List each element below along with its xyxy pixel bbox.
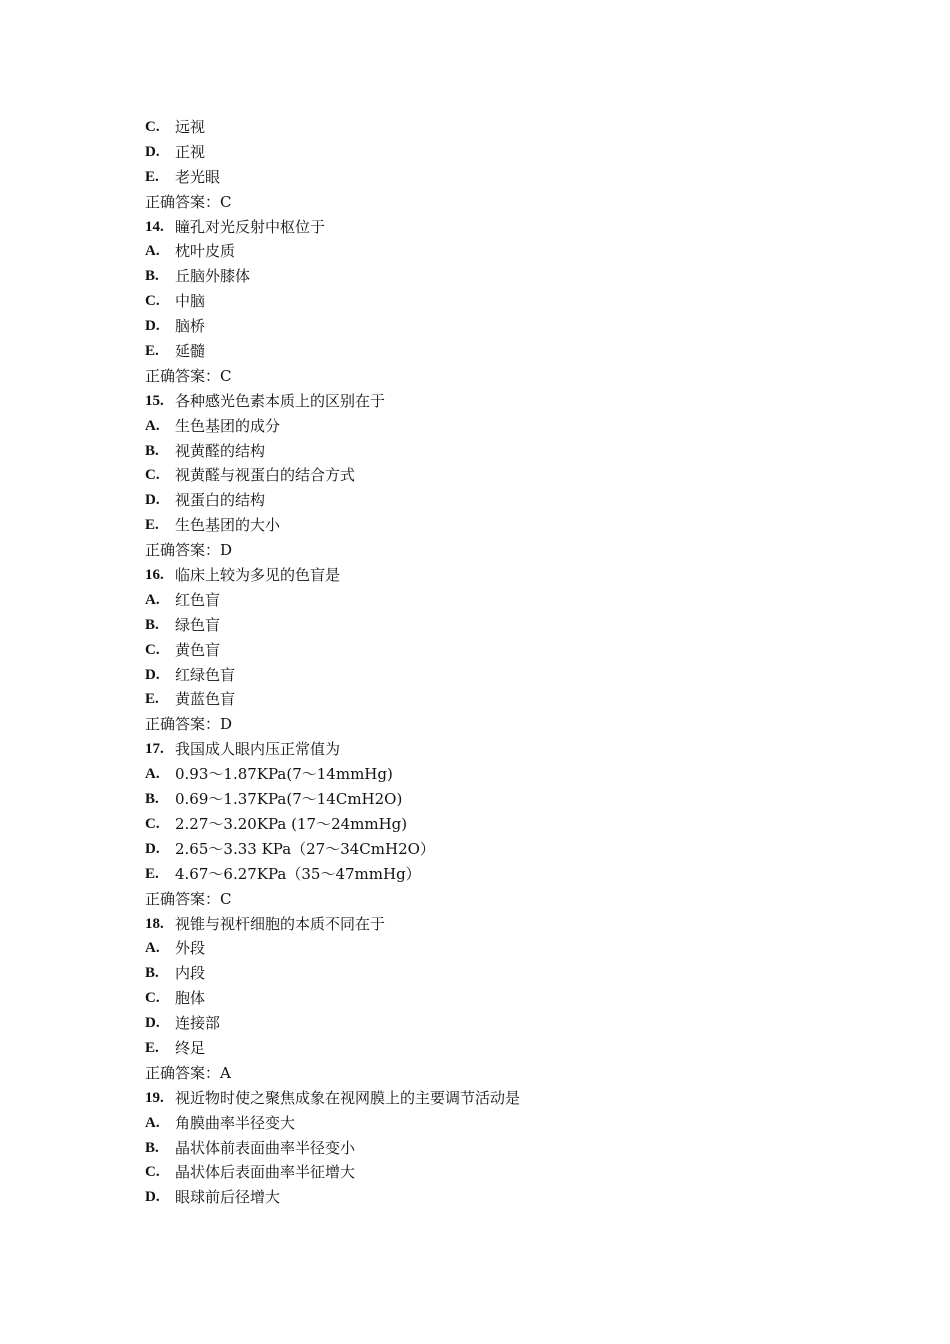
option-label: C. [145,990,160,1007]
question-text: 瞳孔对光反射中枢位于 [175,217,326,236]
option-text: 0.93～1.87KPa(7～14mmHg) [175,765,393,784]
option-text: 晶状体后表面曲率半征增大 [175,1163,356,1182]
question-line [145,215,885,240]
option-line [145,663,885,688]
option-label: D. [145,666,160,683]
option-label: E. [145,517,159,534]
question-number: 16. [145,567,164,584]
option-label: B. [145,791,159,808]
question-text: 我国成人眼内压正常值为 [175,740,341,759]
question-line [145,389,885,414]
question-line [145,737,885,762]
option-line [145,837,885,862]
option-label: D. [145,318,160,335]
option-label: A. [145,766,160,783]
option-text: 脑桥 [175,317,206,336]
option-text: 生色基团的成分 [175,416,281,435]
option-text: 2.65～3.33 KPa（27～34CmH2O） [175,839,435,858]
option-text: 黄色盲 [175,640,221,659]
option-text: 视蛋白的结构 [175,491,266,510]
option-text: 胞体 [175,989,206,1008]
option-line [145,289,885,314]
option-line [145,1160,885,1185]
option-label: B. [145,616,159,633]
answer-text: 正确答案：A [145,1063,231,1082]
option-text: 眼球前后径增大 [175,1188,281,1207]
option-line [145,414,885,439]
answer-text: 正确答案：C [145,192,232,211]
option-line [145,812,885,837]
question-number: 18. [145,915,164,932]
option-text: 丘脑外膝体 [175,267,251,286]
option-text: 枕叶皮质 [175,242,236,261]
option-label: B. [145,965,159,982]
option-line [145,339,885,364]
option-label: D. [145,143,160,160]
option-text: 视黄醛的结构 [175,441,266,460]
question-line [145,563,885,588]
option-line [145,463,885,488]
question-number: 14. [145,218,164,235]
option-text: 4.67～6.27KPa（35～47mmHg） [175,864,421,883]
option-text: 视黄醛与视蛋白的结合方式 [175,466,356,485]
option-line [145,638,885,663]
option-line [145,787,885,812]
option-line [145,1185,885,1210]
option-line [145,165,885,190]
option-line [145,762,885,787]
question-number: 19. [145,1089,164,1106]
option-line [145,986,885,1011]
option-label: A. [145,591,160,608]
option-label: C. [145,119,160,135]
option-line [145,613,885,638]
option-text: 黄蓝色盲 [175,690,236,709]
answer-line [145,712,885,737]
option-line [145,1036,885,1061]
answer-line [145,190,885,215]
option-label: C. [145,467,160,484]
option-line [145,1111,885,1136]
option-line [145,439,885,464]
option-label: E. [145,865,159,882]
option-label: B. [145,268,159,285]
option-line [145,588,885,613]
answer-line [145,887,885,912]
option-line [145,862,885,887]
answer-text: 正确答案：D [145,715,233,734]
option-label: C. [145,815,160,832]
option-label: C. [145,293,160,310]
option-text: 连接部 [175,1014,221,1033]
option-label: D. [145,1015,160,1032]
option-line [145,513,885,538]
option-line [145,140,885,165]
question-text: 各种感光色素本质上的区别在于 [175,391,386,410]
option-label: E. [145,691,159,708]
option-line [145,1011,885,1036]
question-text: 视锥与视杆细胞的本质不同在于 [175,914,386,933]
option-line [145,264,885,289]
option-line [145,314,885,339]
option-line [145,687,885,712]
option-label: D. [145,840,160,857]
option-label: A. [145,417,160,434]
option-line [145,488,885,513]
option-label: D. [145,492,160,509]
answer-text: 正确答案：C [145,889,232,908]
question-line [145,1086,885,1111]
option-line [145,936,885,961]
option-text: 红色盲 [175,590,221,609]
question-number: 17. [145,741,164,758]
option-line [145,961,885,986]
option-line [145,239,885,264]
option-text: 内段 [175,964,206,983]
option-label: E. [145,168,159,185]
option-text: 2.27～3.20KPa (17～24mmHg) [175,814,408,833]
question-text: 视近物时使之聚焦成象在视网膜上的主要调节活动是 [175,1088,521,1107]
option-label: B. [145,1139,159,1156]
option-text: 外段 [175,939,206,958]
option-text: 红绿色盲 [175,665,236,684]
question-number: 15. [145,392,164,409]
option-text: 中脑 [175,292,206,311]
option-label: E. [145,1039,159,1056]
answer-line [145,364,885,389]
answer-text: 正确答案：C [145,366,232,385]
option-text: 终足 [175,1038,206,1057]
option-text: 生色基团的大小 [175,516,281,535]
answer-line [145,538,885,563]
option-label: A. [145,243,160,260]
option-text: 0.69～1.37KPa(7～14CmH2O) [175,790,403,809]
option-label: C. [145,641,160,658]
answer-line [145,1061,885,1086]
option-label: A. [145,940,160,957]
option-line [145,115,885,140]
option-text: 绿色盲 [175,615,221,634]
option-label: D. [145,1189,160,1206]
option-label: A. [145,1114,160,1131]
option-text: 角膜曲率半径变大 [175,1113,296,1132]
option-text: 远视 [175,118,206,136]
document-page [145,115,885,1210]
option-label: B. [145,442,159,459]
option-text: 延髓 [175,342,206,361]
option-label: C. [145,1164,160,1181]
option-text: 正视 [175,142,206,161]
option-line [145,1136,885,1161]
option-text: 晶状体前表面曲率半径变小 [175,1138,356,1157]
option-text: 老光眼 [175,167,221,186]
question-text: 临床上较为多见的色盲是 [175,566,341,585]
answer-text: 正确答案：D [145,541,233,560]
question-line [145,912,885,937]
option-label: E. [145,343,159,360]
